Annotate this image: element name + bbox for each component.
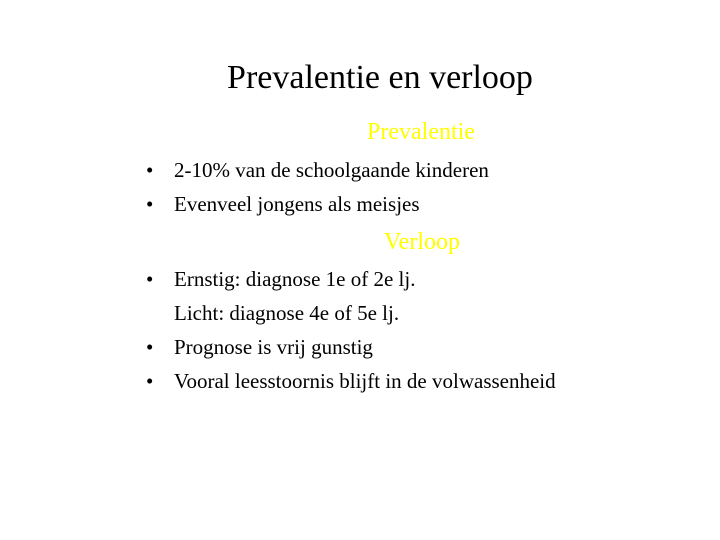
bullet-list-prevalentie — [146, 153, 489, 221]
list-item — [146, 187, 489, 221]
bullet-text: 2-10% van de schoolgaande kinderen — [174, 158, 489, 182]
bullet-list-verloop — [146, 262, 556, 398]
list-item — [146, 262, 556, 330]
bullet-text: Vooral leesstoornis blijft in de volwassenheid — [174, 369, 556, 393]
bullet-icon: • — [146, 335, 154, 359]
bullet-text: Ernstig: diagnose 1e of 2e lj. — [174, 267, 416, 291]
section-heading-verloop: Verloop — [384, 229, 460, 255]
list-item — [146, 364, 556, 398]
bullet-text: Prognose is vrij gunstig — [174, 335, 373, 359]
slide-title: Prevalentie en verloop — [227, 59, 533, 96]
section-heading-prevalentie: Prevalentie — [367, 119, 475, 145]
list-item — [146, 330, 556, 364]
bullet-icon: • — [146, 192, 154, 216]
bullet-text: Evenveel jongens als meisjes — [174, 192, 420, 216]
bullet-icon: • — [146, 158, 154, 182]
bullet-continuation-text: Licht: diagnose 4e of 5e lj. — [174, 301, 400, 325]
bullet-icon: • — [146, 369, 154, 393]
list-item — [146, 153, 489, 187]
bullet-icon: • — [146, 267, 154, 291]
